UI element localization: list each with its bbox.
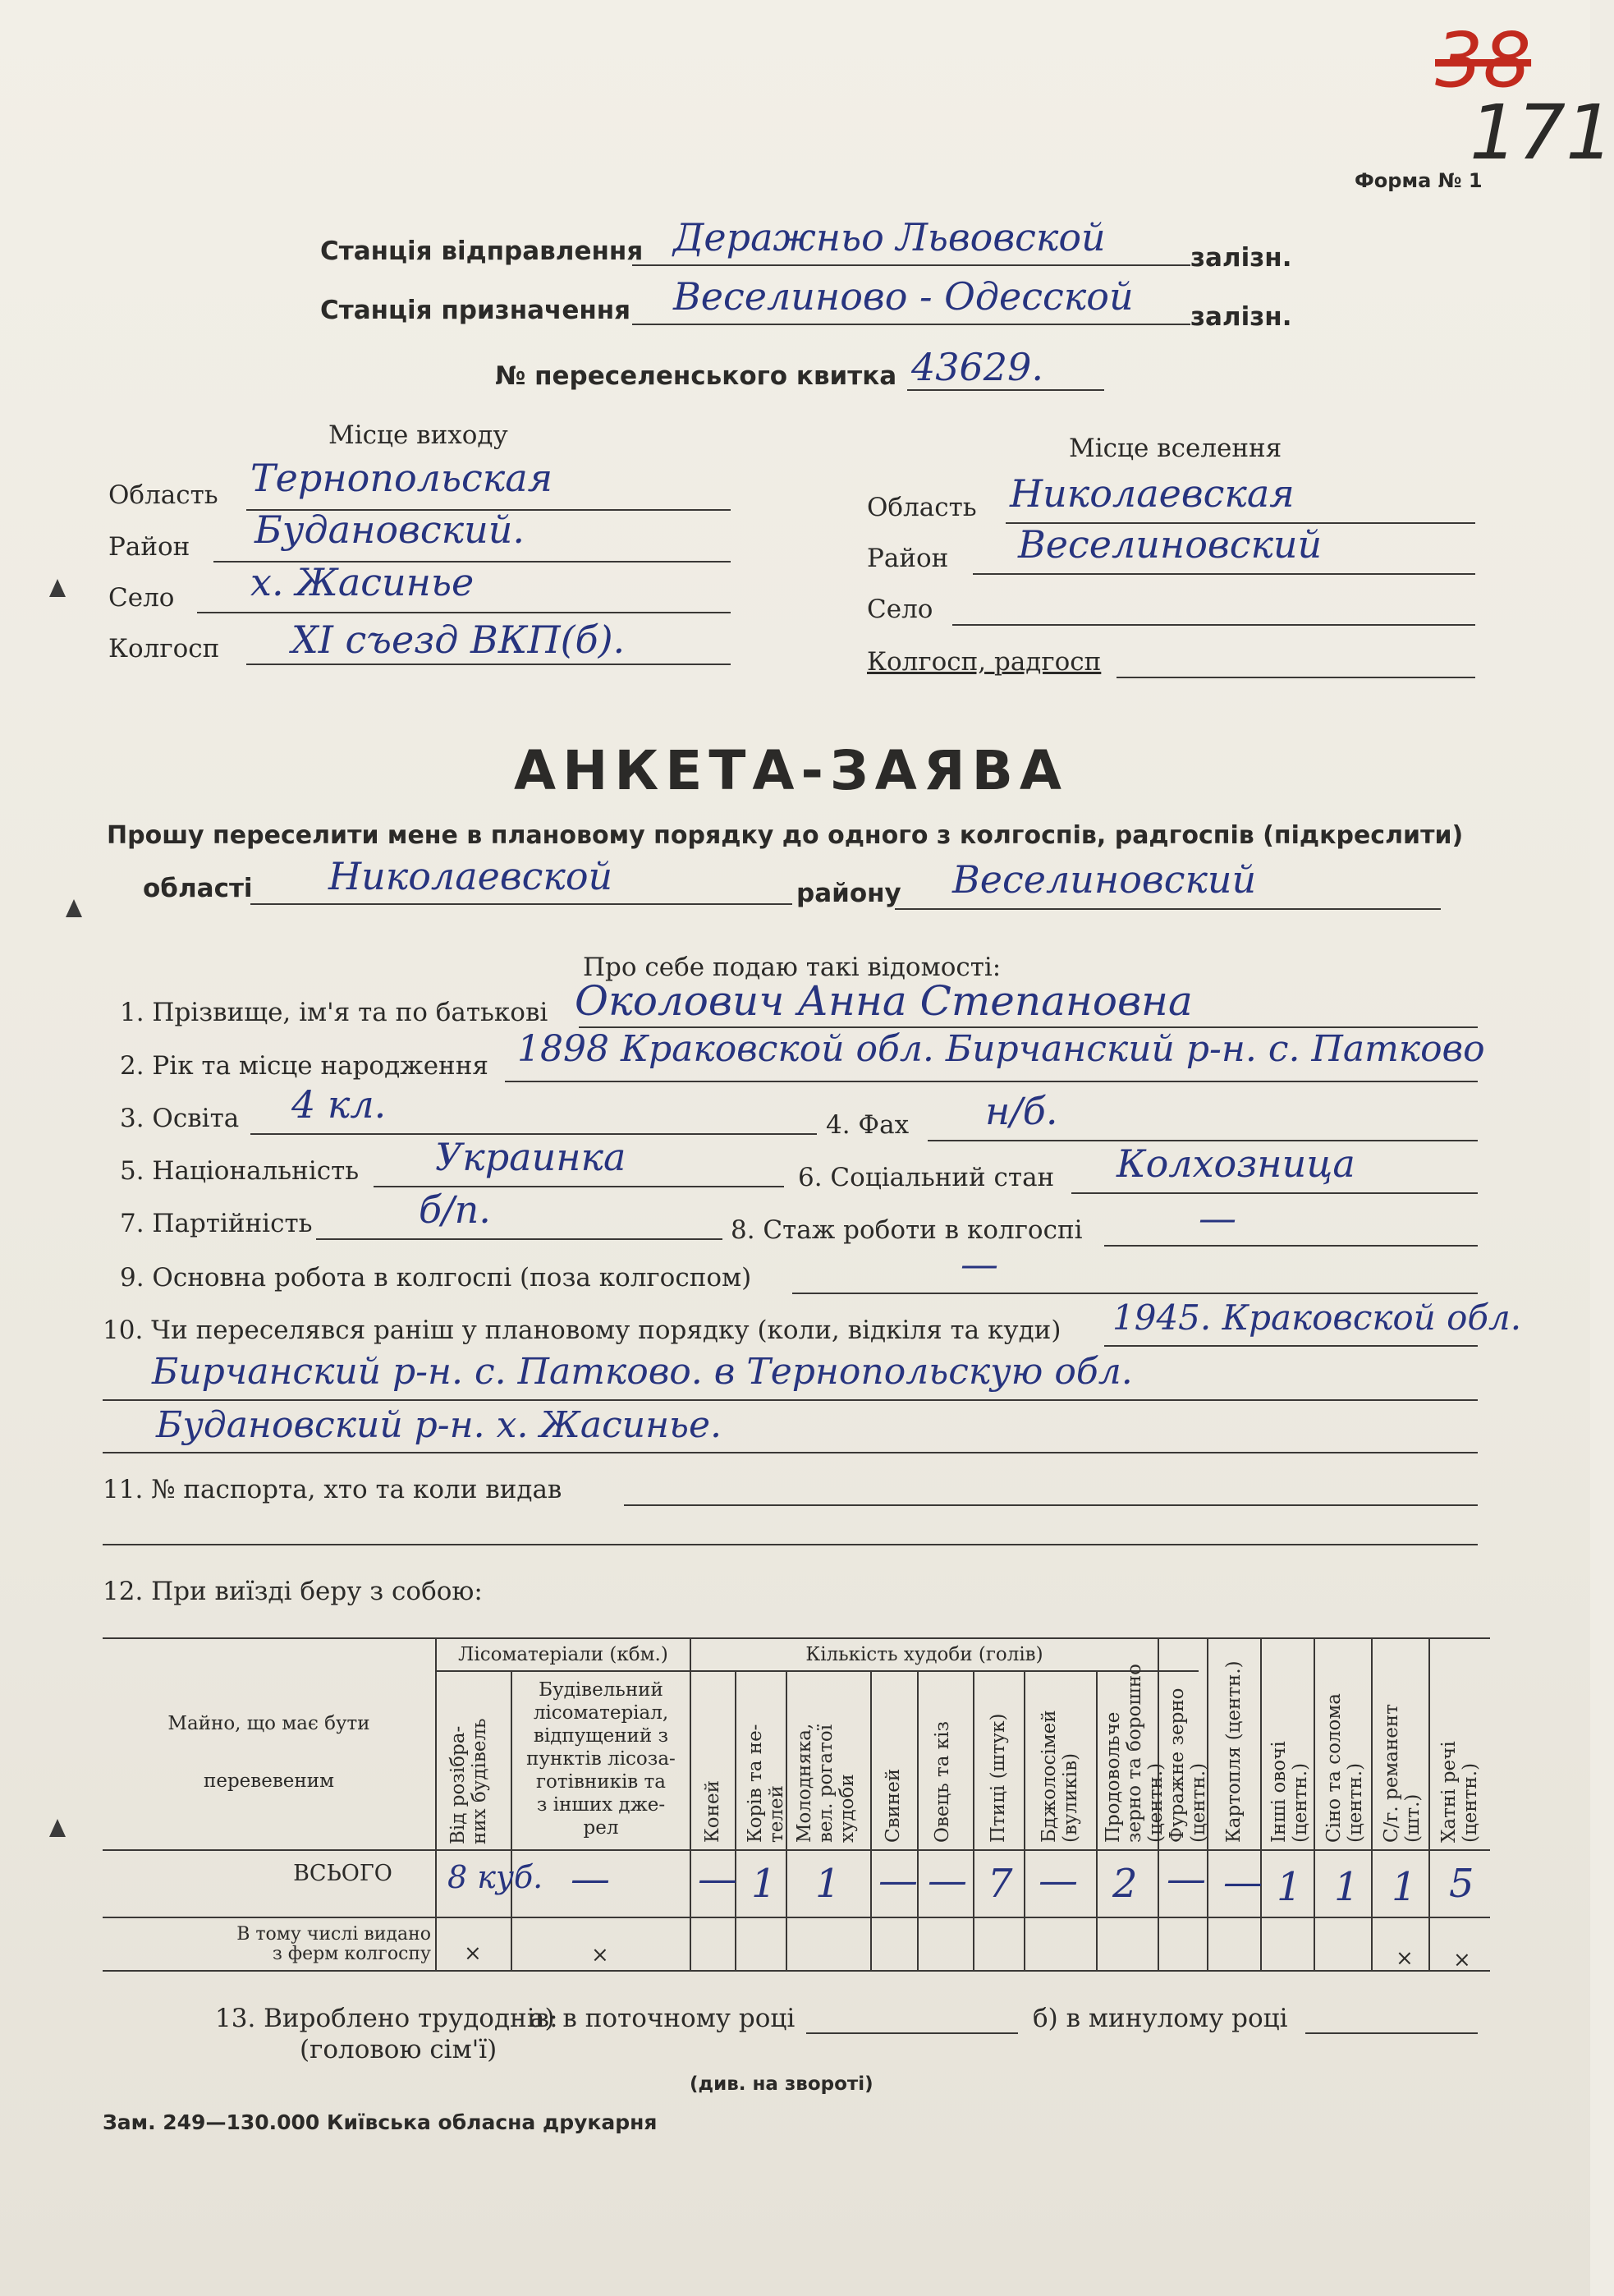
col-cows: Корів та не- телей	[745, 1724, 787, 1843]
destination-station-label: Станція призначення	[320, 296, 631, 325]
field10-line3	[103, 1452, 1478, 1453]
field9-label: 9. Основна робота в колгоспі (поза колгоспом)	[120, 1263, 752, 1293]
field10-label: 10. Чи переселявся раніш у плановому порядку (коли, відкіля та куди)	[103, 1316, 1061, 1345]
binding-mark	[66, 899, 82, 917]
col-hay: Сіно та солома (центн.)	[1323, 1693, 1366, 1843]
col-vegetables: Інші овочі (центн.)	[1268, 1741, 1311, 1843]
field6-line	[1071, 1192, 1478, 1194]
field4-label: 4. Фах	[826, 1110, 910, 1140]
archive-number-struck: 38	[1435, 16, 1532, 104]
col-fodder: Фуражне зерно (центн.)	[1167, 1688, 1209, 1843]
settle-selo-line	[952, 624, 1475, 626]
request-rayon-line	[895, 908, 1441, 910]
settle-rayon-label: Район	[867, 544, 949, 573]
field10-value1: 1945. Краковской обл.	[1112, 1297, 1522, 1338]
col-grain: Продовольче зерно та борошно (центн.)	[1103, 1664, 1167, 1843]
col-horses: Коней	[702, 1780, 723, 1843]
total-fodder: —	[1167, 1856, 1206, 1902]
exit-kolhosp-line	[246, 664, 731, 665]
total-cows: 1	[751, 1861, 777, 1907]
field1-value: Околович Анна Степановна	[575, 977, 1193, 1025]
total-bees: —	[1039, 1857, 1078, 1903]
group-livestock: Кількість худоби (голів)	[805, 1644, 1043, 1665]
request-oblast-line	[250, 903, 792, 905]
field3-label: 3. Освіта	[120, 1104, 240, 1133]
exit-kolhosp-value: XI съезд ВКП(б).	[291, 618, 626, 662]
field1-label: 1. Прізвище, ім'я та по батькові	[120, 998, 548, 1027]
form-title: АНКЕТА-ЗАЯВА	[514, 739, 1069, 802]
field2-label: 2. Рік та місце народження	[120, 1051, 488, 1081]
field9-line	[792, 1293, 1478, 1294]
printer-note: Зам. 249—130.000 Київська обласна друкарня	[103, 2110, 658, 2134]
request-oblast-label: області	[143, 874, 253, 903]
request-rayon-label: району	[796, 879, 901, 908]
field9-value: —	[961, 1242, 998, 1286]
field8-label: 8. Стаж роботи в колгоспі	[731, 1215, 1083, 1245]
col-pigs: Свиней	[883, 1768, 904, 1843]
total-young-cattle: 1	[815, 1861, 841, 1907]
binding-mark	[49, 1819, 66, 1837]
intro-text: Про себе подаю такі відомості:	[583, 953, 1002, 982]
x-mark-household: ×	[1453, 1948, 1471, 1972]
field6-value: Колхозница	[1117, 1141, 1355, 1186]
exit-rayon-value: Будановский.	[254, 507, 525, 552]
destination-station-line	[632, 324, 1190, 325]
workdays-current-label: а) в поточному році	[530, 2004, 796, 2033]
workdays-sub: (головою сім'ї)	[300, 2035, 497, 2064]
settle-rayon-line	[973, 573, 1475, 575]
col-potato: Картопля (центн.)	[1223, 1660, 1245, 1843]
workdays-previous-label: б) в минулому році	[1033, 2004, 1288, 2033]
col-dismantled: Від розібра- них будівель	[447, 1718, 490, 1844]
field12-label: 12. При виїзді беру з собою:	[103, 1577, 483, 1606]
exit-selo-line	[197, 612, 731, 613]
field6-label: 6. Соціальний стан	[798, 1163, 1055, 1192]
settle-place-heading: Місце вселення	[1069, 434, 1282, 463]
total-poultry: 7	[988, 1861, 1013, 1907]
settle-oblast-value: Николаевская	[1010, 471, 1295, 516]
departure-station-label: Станція відправлення	[320, 236, 644, 266]
x-mark-building: ×	[591, 1943, 609, 1968]
col-tools: С/г. реманент (шт.)	[1381, 1704, 1424, 1843]
field2-line	[505, 1081, 1478, 1082]
departure-station-value: Деражньо Львовской	[673, 215, 1106, 259]
destination-railway-suffix: залізн.	[1190, 302, 1292, 332]
col-bees: Бджолосімей (вуликів)	[1039, 1710, 1081, 1843]
row-farm-label: В тому числі видано з ферм колгоспу	[236, 1924, 431, 1964]
field3-value: 4 кл.	[291, 1082, 387, 1127]
ticket-number-line	[907, 389, 1104, 391]
field11-line1	[624, 1504, 1478, 1506]
field5-value: Украинка	[435, 1135, 626, 1179]
belongings-table	[103, 1637, 1490, 2003]
field2-value: 1898 Краковской обл. Бирчанский р-н. с. Патково	[517, 1028, 1485, 1070]
request-rayon-value: Веселиновский	[952, 857, 1257, 902]
col-building: Будівельний лісоматеріал, відпущений з пунктів лісоза- готівників та з інших дже- рел	[526, 1679, 676, 1839]
col-poultry: Птиці (штук)	[988, 1713, 1009, 1843]
col-young-cattle: Молодняка, вел. рогатої худоби	[794, 1723, 858, 1843]
see-back-note: (див. на звороті)	[690, 2073, 873, 2095]
settle-selo-label: Село	[867, 595, 933, 624]
settle-rayon-value: Веселиновский	[1018, 522, 1323, 567]
settle-kolhosp-label: Колгосп, радгосп	[867, 647, 1102, 677]
field11-label: 11. № паспорта, хто та коли видав	[103, 1475, 562, 1504]
field10-value2: Бирчанский р-н. с. Патково. в Тернопольскую обл.	[152, 1351, 1133, 1393]
ticket-number-value: 43629.	[911, 345, 1043, 389]
total-hay: 1	[1334, 1864, 1360, 1910]
field8-line	[1104, 1245, 1478, 1247]
col-property: Майно, що має бути перевевеним	[167, 1713, 370, 1792]
field11-line2	[103, 1544, 1478, 1545]
departure-railway-suffix: залізн.	[1190, 243, 1292, 273]
request-text: Прошу переселити мене в плановому порядку до одного з колгоспів, радгоспів (підкреслити)	[107, 821, 1464, 850]
field10-value3: Будановский р-н. х. Жасинье.	[156, 1404, 722, 1446]
total-vegetables: 1	[1277, 1864, 1302, 1910]
field5-label: 5. Національність	[120, 1156, 360, 1186]
settle-oblast-label: Область	[867, 493, 977, 522]
total-horses: —	[698, 1856, 737, 1902]
departure-station-line	[632, 264, 1190, 266]
field7-label: 7. Партійність	[120, 1209, 313, 1238]
exit-rayon-label: Район	[108, 532, 190, 562]
total-potato: —	[1223, 1859, 1263, 1905]
ticket-number-label: № переселенського квитка	[495, 361, 897, 391]
total-pigs: —	[878, 1857, 918, 1903]
total-tools: 1	[1392, 1864, 1417, 1910]
field10-line1	[1104, 1345, 1478, 1347]
form-number: Форма № 1	[1355, 169, 1483, 192]
exit-selo-label: Село	[108, 583, 175, 613]
exit-kolhosp-label: Колгосп	[108, 634, 220, 664]
request-oblast-value: Николаевской	[328, 854, 613, 898]
group-timber: Лісоматеріали (кбм.)	[458, 1644, 668, 1665]
exit-oblast-label: Область	[108, 480, 218, 510]
total-building: —	[571, 1856, 610, 1902]
x-mark-dismantled: ×	[464, 1941, 482, 1966]
workdays-previous-line	[1305, 2032, 1478, 2034]
exit-selo-value: х. Жасинье	[250, 560, 475, 604]
exit-oblast-value: Тернопольская	[250, 456, 553, 500]
field7-value: б/п.	[419, 1187, 491, 1232]
total-household: 5	[1449, 1861, 1474, 1907]
field4-value: н/б.	[985, 1089, 1058, 1133]
x-mark-tools: ×	[1396, 1946, 1414, 1971]
field7-line	[316, 1238, 722, 1240]
archive-sheet-number: 171	[1470, 89, 1614, 177]
col-sheep: Овець та кіз	[932, 1720, 953, 1843]
field10-line2	[103, 1399, 1478, 1401]
settle-kolhosp-line	[1117, 677, 1475, 678]
total-dismantled: 8 куб.	[447, 1859, 543, 1895]
destination-station-value: Веселиново - Одесской	[673, 274, 1134, 319]
binding-mark	[49, 579, 66, 597]
total-grain: 2	[1112, 1861, 1138, 1907]
field8-value: —	[1199, 1196, 1236, 1240]
col-household: Хатні речі (центн.)	[1438, 1741, 1481, 1843]
workdays-current-line	[806, 2032, 1018, 2034]
workdays-label: 13. Вироблено трудоднів:	[215, 2004, 558, 2033]
total-sheep: —	[928, 1857, 967, 1903]
exit-place-heading: Місце виходу	[328, 420, 508, 450]
row-total-label: ВСЬОГО	[293, 1861, 392, 1886]
